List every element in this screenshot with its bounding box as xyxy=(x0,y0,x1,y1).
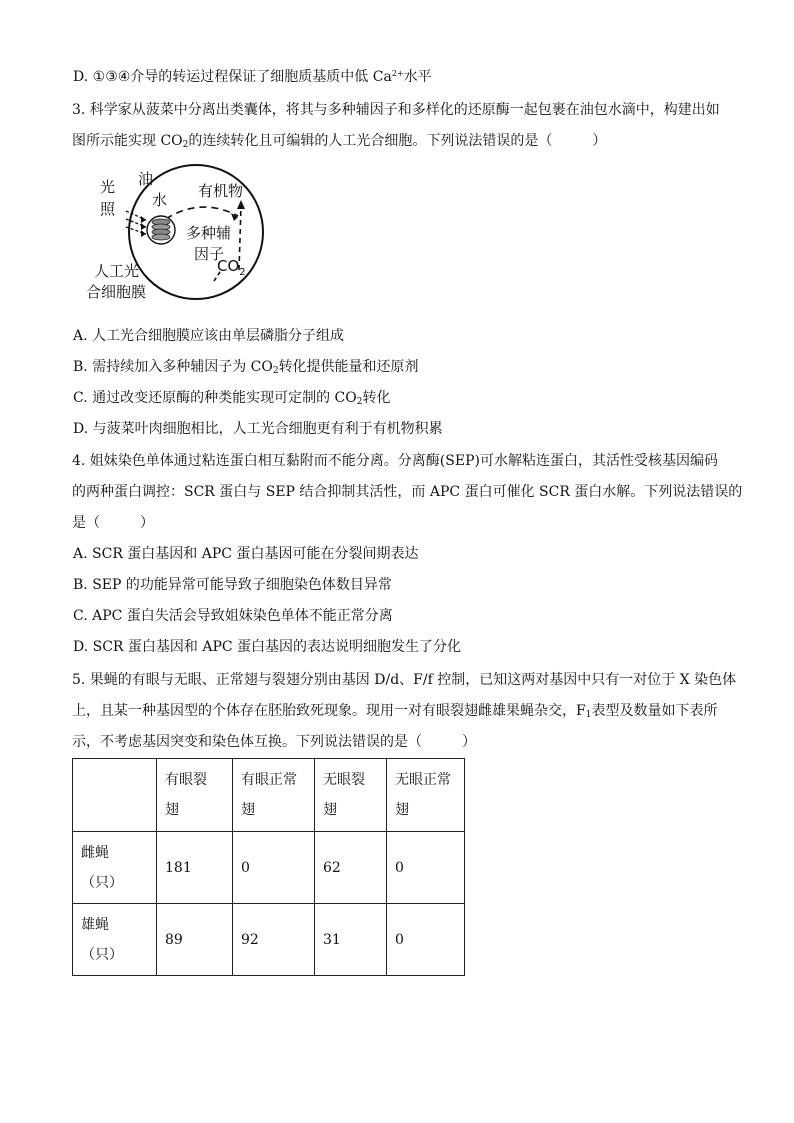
q4-stem-line-1: 4. 姐妹染色单体通过粘连蛋白相互黏附而不能分离。分离酶(SEP)可水解粘连蛋白，其活性受核基因编码 xyxy=(72,453,718,469)
thylakoid-stack-icon xyxy=(152,219,170,240)
label-co2: $CO_2$ xyxy=(217,257,246,278)
q4-option-d: D. SCR 蛋白基因和 APC 蛋白基因的表达说明细胞发生了分化 xyxy=(73,639,462,655)
q2-option-d-circled-numbers: ①③④ xyxy=(92,69,131,85)
table-cell: 0 xyxy=(233,832,315,904)
table-cell: 92 xyxy=(233,904,315,976)
table-row-label: 雄蝇 （只） xyxy=(73,904,157,976)
table-cell: 31 xyxy=(315,904,387,976)
table-corner-cell xyxy=(73,759,157,832)
table-cell: 0 xyxy=(387,832,465,904)
q4-stem-line-3: 是（ ） xyxy=(72,515,154,531)
q4-option-a: A. SCR 蛋白基因和 APC 蛋白基因可能在分裂间期表达 xyxy=(73,546,419,562)
table-cell: 89 xyxy=(157,904,233,976)
table-cell: 0 xyxy=(387,904,465,976)
table-row xyxy=(73,904,465,976)
table-header-cell: 有眼裂 翅 xyxy=(157,759,233,832)
label-oil: 油 xyxy=(138,170,154,188)
q4-option-b: B. SEP 的功能异常可能导致子细胞染色体数目异常 xyxy=(73,577,392,593)
calcium-charge: 2+ xyxy=(391,69,404,78)
artificial-photosynthetic-cell-diagram xyxy=(86,166,276,306)
table-cell: 62 xyxy=(315,832,387,904)
q3-option-c: C. 通过改变还原酶的种类能实现可定制的 $CO_2$转化 xyxy=(73,390,391,407)
table-header-cell: 无眼裂 翅 xyxy=(315,759,387,832)
q3-option-a: A. 人工光合细胞膜应该由单层磷脂分子组成 xyxy=(73,328,345,344)
label-organic-matter: 有机物 xyxy=(198,182,244,200)
q4-option-c: C. APC 蛋白失活会导致姐妹染色单体不能正常分离 xyxy=(73,608,393,624)
q5-stem-line-2: 上，且某一种基因型的个体存在胚胎致死现象。现用一对有眼裂翅雌雄果蝇杂交，$F_1$表型及数量如下表所 xyxy=(72,703,718,720)
label-cofactors-1: 多种辅 xyxy=(186,224,232,242)
table-header-row xyxy=(73,759,465,832)
q2-option-d-prefix: D. xyxy=(73,69,93,85)
table-header-cell: 有眼正常 翅 xyxy=(233,759,315,832)
label-light-2: 照 xyxy=(100,200,116,218)
q3-stem-line-2: 图所示能实现 $CO_2$的连续转化且可编辑的人工光合细胞。下列说法错误的是（ ） xyxy=(72,133,607,150)
table-row-label: 雌蝇 （只） xyxy=(73,832,157,904)
q2-option-d-text: 介导的转运过程保证了细胞质基质中低 Ca xyxy=(130,69,392,85)
q3-option-b: B. 需持续加入多种辅因子为 $CO_2$转化提供能量和还原剂 xyxy=(73,359,419,376)
organic-arrowhead xyxy=(237,200,245,209)
q2-option-d-text-end: 水平 xyxy=(403,69,432,85)
label-water: 水 xyxy=(152,191,168,209)
table-row xyxy=(73,832,465,904)
label-membrane-1: 人工光 xyxy=(94,262,140,280)
f1-phenotype-table xyxy=(72,758,465,976)
q4-stem-line-2: 的两种蛋白调控：SCR 蛋白与 SEP 结合抑制其活性，而 APC 蛋白可催化 SCR 蛋白水解。下列说法错误的 xyxy=(72,484,743,500)
label-membrane-2: 合细胞膜 xyxy=(86,283,147,301)
label-cofactors-2: 因子 xyxy=(194,245,225,263)
label-light-1: 光 xyxy=(100,178,116,196)
q5-stem-line-3: 示，不考虑基因突变和染色体互换。下列说法错误的是（ ） xyxy=(72,734,476,750)
q2-option-d xyxy=(73,64,432,87)
table-cell: 181 xyxy=(157,832,233,904)
table-header-cell: 无眼正常 翅 xyxy=(387,759,465,832)
q5-stem-line-1: 5. 果蝇的有眼与无眼、正常翅与裂翅分别由基因 D/d、F/f 控制，已知这两对基因中只有一对位于 X 染色体 xyxy=(72,672,737,688)
q3-stem-line-1: 3. 科学家从菠菜中分离出类囊体，将其与多种辅因子和多样化的还原酶一起包裹在油包水滴中，构建出如 xyxy=(72,102,720,118)
q3-option-d: D. 与菠菜叶肉细胞相比，人工光合细胞更有利于有机物积累 xyxy=(73,421,443,437)
